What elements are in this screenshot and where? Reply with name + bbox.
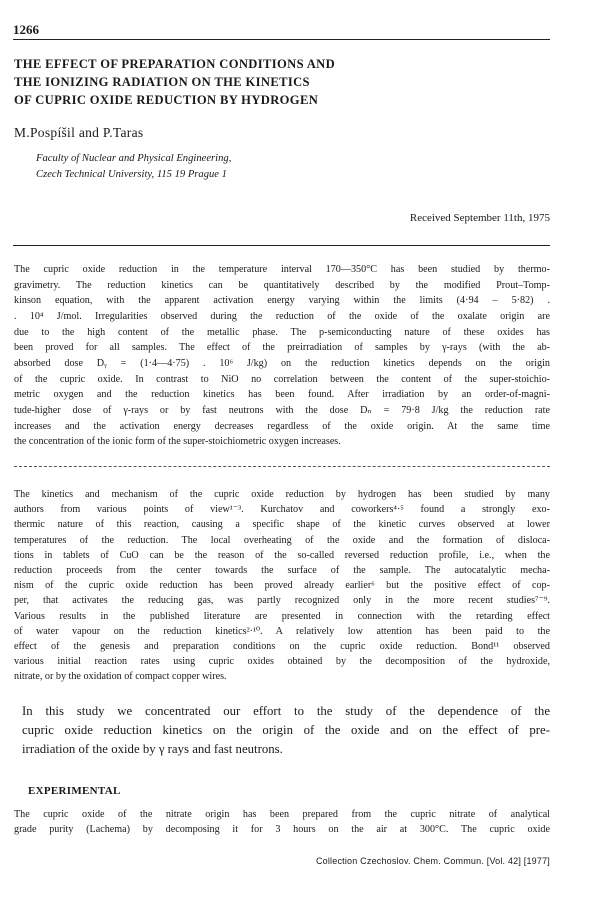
affiliation: [36, 151, 231, 183]
experimental-line: grade purity (Lachema) by decomposing it for 3 hours on the air at 300°C. The cupric oxide: [14, 824, 550, 836]
abstract-line: metric oxygen and the reduction kinetics has been found. After irradiation by an order-of-magni-: [14, 389, 550, 401]
authors: M.Pospíšil and P.Taras: [14, 125, 144, 140]
section-heading: EXPERIMENTAL: [28, 785, 121, 797]
study-aim-paragraph: [22, 702, 550, 759]
journal-footer: Collection Czechoslov. Chem. Commun. [Vol. 42] [1977]: [315, 856, 550, 866]
abstract-line: been proved for all samples. The effect of the preirradiation of samples by γ-rays (with the ab-: [14, 342, 550, 354]
abstract-line: the concentration of the ionic form of the super-stoichiometric oxygen increases.: [14, 436, 341, 448]
title-line: OF CUPRIC OXIDE REDUCTION BY HYDROGEN: [14, 93, 319, 107]
received-date: Received September 11th, 1975: [409, 212, 550, 224]
abstract-line: The cupric oxide reduction in the temperature interval 170—350°C has been studied by thermo-: [14, 264, 550, 275]
title-line: THE EFFECT OF PREPARATION CONDITIONS AND: [14, 57, 336, 71]
introduction-paragraph: [14, 487, 550, 685]
abstract-line: gravimetry. The reduction kinetics can be quantitatively described by the modified Prout–Tomp-: [14, 279, 550, 291]
body-line: various initial reaction rates using cupric oxides obtained by the decomposition of the hydroxide,: [14, 656, 550, 668]
abstract-line: absorbed dose Dᵧ = (1·4—4·75) . 10⁶ J/kg) on the reduction kinetics depends on the origin: [14, 357, 550, 369]
abstract-bottom-rule: [14, 466, 550, 467]
body-line: nism of the cupric oxide reduction has been proved already earlier⁶ but the positive effect of cop-: [14, 580, 550, 592]
affiliation-line: Czech Technical University, 115 19 Prague 1: [36, 169, 227, 180]
body-line: tions in tablets of CuO can be the reason of the so-called reversed reduction profile, i.e., when the: [14, 549, 550, 561]
body-line: per, that activates the reducing gas, was partly recognized only in the more recent studies⁷⁻⁹.: [14, 595, 550, 607]
body-line: nitrate, or by the oxidation of compact copper wires.: [14, 671, 227, 683]
abstract-line: of the cupric oxide. In contrast to NiO no correlation between the content of the super-stoichio-: [14, 373, 550, 385]
emphasis-line: cupric oxide reduction kinetics on the origin of the oxide and on the effect of pre-: [22, 723, 550, 737]
page-number: 1266: [13, 22, 39, 37]
affiliation-line: Faculty of Nuclear and Physical Engineering,: [36, 153, 232, 164]
body-line: authors from various points of view¹⁻³. Kurchatov and coworkers⁴·⁵ found a strongly exo-: [14, 504, 550, 516]
body-line: temperatures of the reduction. The local overheating of the oxide and the formation of disloca-: [14, 534, 550, 546]
abstract-top-rule: [13, 245, 550, 246]
abstract: [14, 262, 550, 450]
title-line: THE IONIZING RADIATION ON THE KINETICS: [14, 75, 310, 89]
experimental-paragraph: [14, 807, 550, 838]
abstract-line: kinson equation, with the apparent activation energy varying within the limits (4·94 – 5·82) .: [14, 295, 550, 307]
body-line: Various results in the published literature are presented in connection with the retarding effect: [14, 610, 550, 622]
body-line: of water vapour on the reduction kinetics²·¹⁰. A relatively low attention has been paid to the: [14, 625, 550, 637]
body-line: effect of the genesis and preparation conditions on the cupric oxide reduction. Bond¹¹ observed: [14, 641, 550, 653]
abstract-line: increases and the activation energy decreases regardless of the oxide origin. At the same time: [14, 420, 550, 432]
experimental-line: The cupric oxide of the nitrate origin has been prepared from the cupric nitrate of analytical: [14, 809, 550, 820]
abstract-line: due to the high content of the metallic phase. The p-semiconducting nature of these oxides has: [14, 326, 550, 338]
body-line: The kinetics and mechanism of the cupric oxide reduction by hydrogen has been studied by many: [14, 489, 550, 500]
body-line: thermic nature of this reaction, causing a specific shape of the kinetic curves observed at lower: [14, 519, 550, 531]
header-rule: [13, 39, 550, 40]
emphasis-line: irradiation of the oxide by γ rays and fast neutrons.: [22, 742, 283, 756]
emphasis-line: In this study we concentrated our effort to the study of the dependence of the: [22, 704, 550, 718]
abstract-line: tude-higher dose of γ-rays or by fast neutrons with the dose Dₙ = 79·8 J/kg the reduction rate: [14, 404, 550, 416]
article-title: [14, 55, 554, 109]
body-line: reduction proceeds from the center towards the surface of the sample. The autocatalytic mecha-: [14, 565, 550, 577]
abstract-line: . 10⁴ J/mol. Irregularities observed during the reduction of the oxide of the oxalate origin are: [14, 310, 550, 322]
